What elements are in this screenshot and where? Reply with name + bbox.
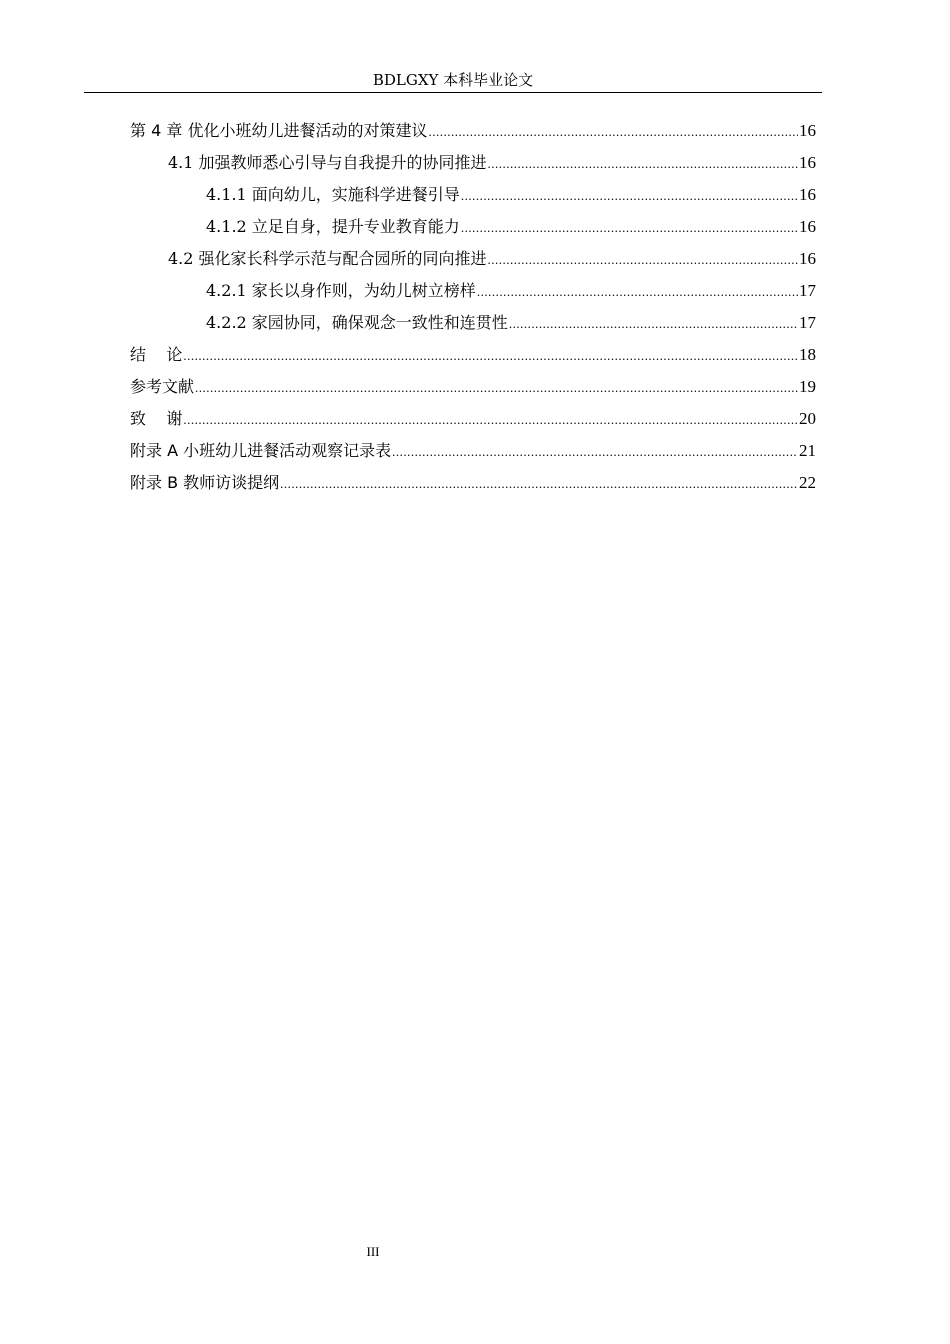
toc-entry-acknowledgements[interactable] [130, 403, 816, 435]
toc-entry-page: 16 [799, 217, 816, 236]
toc-entry-label: 4.1.2 立足自身，提升专业教育能力 [206, 217, 460, 236]
page-number: III [366, 1244, 380, 1259]
toc-entry-references[interactable] [130, 371, 816, 403]
toc-entry-label: 参考文献 [130, 377, 195, 396]
header-title: BDLGXY 本科毕业论文 [372, 71, 534, 89]
toc-entry-4-2-2[interactable] [130, 307, 816, 339]
toc-entry-label: 致 谢 [130, 409, 183, 428]
toc-entry-4-1[interactable] [130, 147, 816, 179]
toc-entry-label: 4.2 强化家长科学示范与配合园所的同向推进 [168, 249, 487, 268]
toc-entry-chapter-4[interactable] [130, 115, 816, 147]
toc-entry-label: 结 论 [130, 345, 183, 364]
toc-dot-leader [477, 276, 798, 308]
table-of-contents [130, 115, 816, 499]
toc-entry-appendix-a[interactable] [130, 435, 816, 467]
toc-dot-leader [461, 212, 798, 244]
toc-entry-page: 16 [799, 153, 816, 172]
toc-entry-page: 16 [799, 185, 816, 204]
toc-entry-label: 第 4 章 优化小班幼儿进餐活动的对策建议 [130, 121, 428, 140]
toc-entry-label: 4.1.1 面向幼儿，实施科学进餐引导 [206, 185, 460, 204]
toc-entry-4-1-2[interactable] [130, 211, 816, 243]
toc-dot-leader [195, 372, 798, 404]
toc-dot-leader [183, 404, 798, 436]
toc-entry-label: 附录 B 教师访谈提纲 [130, 473, 280, 492]
toc-dot-leader [392, 436, 798, 468]
toc-dot-leader [488, 148, 798, 180]
toc-entry-conclusion[interactable] [130, 339, 816, 371]
toc-entry-label: 4.2.1 家长以身作则，为幼儿树立榜样 [206, 281, 476, 300]
toc-dot-leader [280, 468, 798, 500]
toc-entry-page: 20 [799, 409, 816, 428]
toc-entry-appendix-b[interactable] [130, 467, 816, 499]
toc-entry-page: 16 [799, 121, 816, 140]
toc-entry-page: 16 [799, 249, 816, 268]
toc-dot-leader [183, 340, 798, 372]
toc-entry-page: 22 [799, 473, 816, 492]
toc-dot-leader [461, 180, 798, 212]
toc-entry-page: 19 [799, 377, 816, 396]
toc-entry-page: 17 [799, 281, 816, 300]
toc-dot-leader [428, 116, 798, 148]
toc-dot-leader [509, 308, 798, 340]
toc-entry-label: 附录 A 小班幼儿进餐活动观察记录表 [130, 441, 392, 460]
toc-entry-4-1-1[interactable] [130, 179, 816, 211]
toc-entry-4-2[interactable] [130, 243, 816, 275]
toc-entry-page: 17 [799, 313, 816, 332]
toc-entry-label: 4.1 加强教师悉心引导与自我提升的协同推进 [168, 153, 487, 172]
toc-entry-4-2-1[interactable] [130, 275, 816, 307]
toc-entry-page: 21 [799, 441, 816, 460]
page-header [84, 70, 822, 93]
toc-entry-label: 4.2.2 家园协同，确保观念一致性和连贯性 [206, 313, 508, 332]
toc-dot-leader [488, 244, 798, 276]
toc-entry-page: 18 [799, 345, 816, 364]
